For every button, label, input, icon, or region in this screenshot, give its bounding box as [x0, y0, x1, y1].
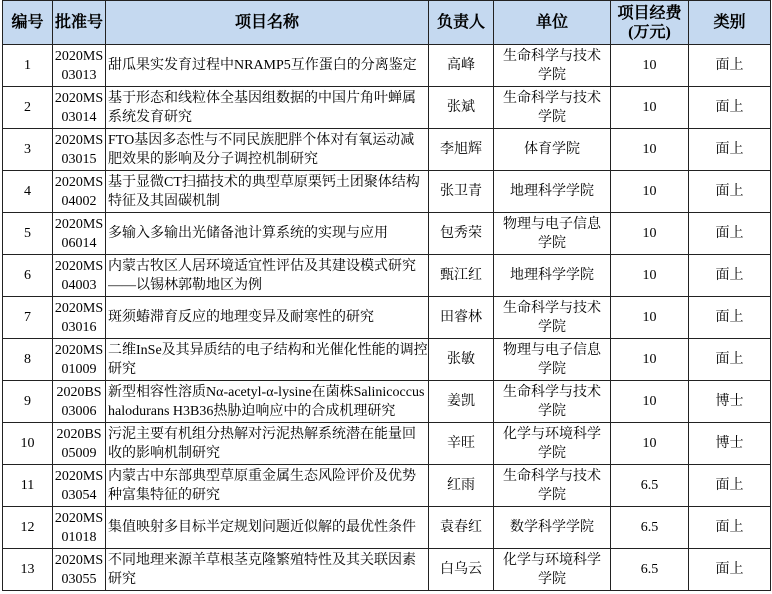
cell-project-title-text: 不同地理来源羊草根茎克隆繁殖特性及其关联因素研究: [108, 552, 416, 587]
cell-no-text: 5: [24, 226, 31, 241]
table-body: [3, 45, 771, 591]
cell-funding: [611, 87, 689, 129]
cell-funding: [611, 213, 689, 255]
cell-category-text: 面上: [715, 184, 744, 199]
cell-category-text: 面上: [715, 226, 744, 241]
cell-approval-number: [53, 213, 106, 255]
cell-project-title-text: 新型相容性溶质Nα-acetyl-α-lysine在菌株Salinicoccus halodurans H3B36热胁迫响应中的合成机理研究: [108, 384, 425, 419]
cell-leader: [429, 45, 494, 87]
cell-category-text: 面上: [715, 142, 744, 157]
cell-leader: [429, 339, 494, 381]
cell-no: [3, 213, 53, 255]
cell-unit-text: 地理科学学院: [510, 268, 594, 283]
cell-category: [689, 339, 771, 381]
cell-funding: [611, 423, 689, 465]
cell-category: [689, 507, 771, 549]
cell-approval-number: [53, 507, 106, 549]
cell-no: [3, 87, 53, 129]
cell-no: [3, 45, 53, 87]
cell-category-text: 面上: [715, 58, 744, 73]
cell-unit: [494, 171, 611, 213]
cell-unit-text: 化学与环境科学学院: [503, 552, 601, 587]
cell-unit-text: 地理科学学院: [510, 184, 594, 199]
cell-no: [3, 255, 53, 297]
cell-project-title: [106, 549, 429, 591]
cell-no: [3, 171, 53, 213]
cell-category: [689, 549, 771, 591]
cell-leader-text: 张敏: [447, 352, 475, 367]
table-row: [3, 213, 771, 255]
table-row: [3, 129, 771, 171]
cell-no: [3, 507, 53, 549]
cell-approval-number-text: 2020BS 05009: [56, 426, 102, 461]
cell-category: [689, 423, 771, 465]
cell-leader: [429, 549, 494, 591]
cell-approval-number-text: 2020MS 01009: [54, 342, 104, 377]
cell-no-text: 1: [24, 58, 31, 73]
cell-funding: [611, 507, 689, 549]
cell-leader: [429, 129, 494, 171]
cell-no-text: 2: [24, 100, 31, 115]
cell-leader-text: 袁春红: [440, 520, 482, 535]
cell-project-title: [106, 213, 429, 255]
cell-leader-text: 包秀荣: [440, 226, 482, 241]
cell-category-text: 面上: [715, 478, 744, 493]
cell-project-title-text: 斑须蝽滞育反应的地理变异及耐寒性的研究: [108, 310, 374, 325]
cell-approval-number: [53, 339, 106, 381]
cell-leader: [429, 297, 494, 339]
cell-project-title-text: 内蒙古中东部典型草原重金属生态风险评价及优势种富集特征的研究: [108, 468, 416, 503]
cell-project-title-text: 多输入多输出光储备池计算系统的实现与应用: [108, 226, 388, 241]
cell-unit: [494, 45, 611, 87]
cell-no: [3, 129, 53, 171]
cell-category-text: 面上: [715, 520, 744, 535]
table-row: [3, 339, 771, 381]
cell-funding-text: 10: [642, 352, 657, 367]
cell-project-title-text: 二维InSe及其异质结的电子结构和光催化性能的调控研究: [108, 342, 428, 377]
cell-unit: [494, 507, 611, 549]
cell-approval-number-text: 2020MS 03014: [54, 90, 104, 125]
cell-project-title: [106, 129, 429, 171]
table-row: [3, 255, 771, 297]
cell-unit: [494, 465, 611, 507]
header-approval-number: 批准号: [53, 1, 106, 45]
cell-category-text: 博士: [715, 394, 744, 409]
cell-unit-text: 物理与电子信息学院: [503, 216, 601, 251]
cell-funding: [611, 381, 689, 423]
cell-project-title: [106, 465, 429, 507]
cell-approval-number: [53, 171, 106, 213]
cell-funding-text: 10: [642, 436, 657, 451]
cell-unit-text: 化学与环境科学学院: [503, 426, 601, 461]
projects-table: [2, 0, 771, 591]
cell-leader: [429, 87, 494, 129]
cell-unit: [494, 339, 611, 381]
cell-no-text: 4: [24, 184, 31, 199]
cell-unit-text: 数学科学学院: [510, 520, 594, 535]
cell-category: [689, 297, 771, 339]
cell-no: [3, 465, 53, 507]
cell-approval-number-text: 2020MS 03016: [54, 300, 104, 335]
cell-no-text: 11: [20, 478, 35, 493]
cell-approval-number-text: 2020MS 03015: [54, 132, 104, 167]
cell-category-text: 面上: [715, 352, 744, 367]
cell-project-title: [106, 45, 429, 87]
cell-approval-number-text: 2020MS 03054: [54, 468, 104, 503]
cell-approval-number-text: 2020BS 03006: [56, 384, 102, 419]
cell-funding-text: 10: [642, 268, 657, 283]
cell-approval-number: [53, 45, 106, 87]
cell-unit: [494, 297, 611, 339]
cell-approval-number: [53, 381, 106, 423]
cell-no-text: 9: [24, 394, 31, 409]
table-row: [3, 87, 771, 129]
cell-project-title: [106, 507, 429, 549]
cell-funding-text: 10: [642, 310, 657, 325]
cell-leader-text: 白乌云: [440, 562, 482, 577]
cell-funding-text: 10: [642, 58, 657, 73]
table-row: [3, 465, 771, 507]
cell-project-title-text: 集值映射多目标半定规划问题近似解的最优性条件: [108, 520, 416, 535]
cell-leader: [429, 423, 494, 465]
cell-category: [689, 213, 771, 255]
cell-leader-text: 姜凯: [447, 394, 475, 409]
cell-project-title: [106, 381, 429, 423]
cell-unit-text: 生命科学与技术学院: [503, 48, 601, 83]
cell-no-text: 10: [20, 436, 35, 451]
cell-category: [689, 45, 771, 87]
cell-funding: [611, 297, 689, 339]
cell-unit: [494, 549, 611, 591]
header-leader: 负责人: [429, 1, 494, 45]
cell-approval-number-text: 2020MS 03055: [54, 552, 104, 587]
cell-unit-text: 物理与电子信息学院: [503, 342, 601, 377]
cell-approval-number: [53, 129, 106, 171]
cell-funding: [611, 129, 689, 171]
cell-project-title-text: 污泥主要有机组分热解对污泥热解系统潜在能量回收的影响机制研究: [108, 426, 416, 461]
cell-leader-text: 辛旺: [447, 436, 475, 451]
cell-approval-number: [53, 87, 106, 129]
cell-no: [3, 423, 53, 465]
cell-leader-text: 红雨: [447, 478, 475, 493]
cell-category-text: 面上: [715, 310, 744, 325]
cell-approval-number-text: 2020MS 06014: [54, 216, 104, 251]
cell-project-title: [106, 87, 429, 129]
cell-approval-number-text: 2020MS 04003: [54, 258, 104, 293]
cell-category: [689, 129, 771, 171]
table-row: [3, 171, 771, 213]
table-row: [3, 549, 771, 591]
cell-funding: [611, 171, 689, 213]
cell-no-text: 7: [24, 310, 31, 325]
cell-unit-text: 生命科学与技术学院: [503, 300, 601, 335]
cell-unit-text: 生命科学与技术学院: [503, 468, 601, 503]
cell-unit: [494, 381, 611, 423]
cell-leader: [429, 465, 494, 507]
cell-category-text: 面上: [715, 100, 744, 115]
cell-project-title-text: 内蒙古牧区人居环境适宜性评估及其建设模式研究——以锡林郭勒地区为例: [108, 258, 416, 293]
cell-funding-text: 10: [642, 394, 657, 409]
cell-funding: [611, 339, 689, 381]
cell-project-title-text: 基于显微CT扫描技术的典型草原栗钙土团聚体结构特征及其固碳机制: [108, 174, 420, 209]
cell-approval-number: [53, 465, 106, 507]
cell-category: [689, 87, 771, 129]
cell-leader: [429, 381, 494, 423]
table-row: [3, 507, 771, 549]
cell-leader-text: 张卫青: [440, 184, 482, 199]
cell-project-title-text: FTO基因多态性与不同民族肥胖个体对有氧运动减肥效果的影响及分子调控机制研究: [108, 132, 415, 167]
table-row: [3, 297, 771, 339]
cell-project-title-text: 甜瓜果实发育过程中NRAMP5互作蛋白的分离鉴定: [108, 58, 417, 73]
cell-funding: [611, 549, 689, 591]
cell-approval-number-text: 2020MS 03013: [54, 48, 104, 83]
table-row: [3, 423, 771, 465]
cell-funding-text: 10: [642, 142, 657, 157]
cell-project-title-text: 基于形态和线粒体全基因组数据的中国片角叶蝉属系统发育研究: [108, 90, 416, 125]
header-category: 类别: [689, 1, 771, 45]
cell-funding-text: 6.5: [640, 478, 659, 493]
cell-category: [689, 465, 771, 507]
cell-funding: [611, 45, 689, 87]
cell-no: [3, 339, 53, 381]
cell-unit: [494, 129, 611, 171]
cell-unit: [494, 423, 611, 465]
cell-no-text: 3: [24, 142, 31, 157]
cell-approval-number: [53, 549, 106, 591]
cell-unit: [494, 87, 611, 129]
cell-leader-text: 高峰: [447, 58, 475, 73]
cell-funding: [611, 255, 689, 297]
table-row: [3, 45, 771, 87]
cell-leader-text: 田睿林: [440, 310, 482, 325]
table-row: [3, 381, 771, 423]
cell-no-text: 8: [24, 352, 31, 367]
cell-funding-text: 6.5: [640, 520, 659, 535]
cell-no: [3, 549, 53, 591]
cell-funding-text: 10: [642, 184, 657, 199]
cell-approval-number: [53, 423, 106, 465]
cell-category-text: 面上: [715, 562, 744, 577]
cell-project-title: [106, 423, 429, 465]
cell-leader: [429, 171, 494, 213]
cell-leader: [429, 507, 494, 549]
cell-leader: [429, 255, 494, 297]
cell-unit: [494, 255, 611, 297]
cell-category: [689, 171, 771, 213]
cell-no: [3, 297, 53, 339]
cell-project-title: [106, 297, 429, 339]
cell-approval-number-text: 2020MS 04002: [54, 174, 104, 209]
header-row: [3, 1, 771, 45]
header-project-title: 项目名称: [106, 1, 429, 45]
cell-no-text: 13: [20, 562, 35, 577]
cell-unit: [494, 213, 611, 255]
header-no: 编号: [3, 1, 53, 45]
header-unit: 单位: [494, 1, 611, 45]
cell-category: [689, 381, 771, 423]
cell-project-title: [106, 171, 429, 213]
cell-no: [3, 381, 53, 423]
cell-unit-text: 体育学院: [524, 142, 580, 157]
cell-approval-number: [53, 255, 106, 297]
cell-unit-text: 生命科学与技术学院: [503, 90, 601, 125]
cell-no-text: 12: [20, 520, 35, 535]
cell-category-text: 博士: [715, 436, 744, 451]
header-funding: 项目经费 (万元): [611, 1, 689, 45]
cell-funding-text: 6.5: [640, 562, 659, 577]
cell-funding: [611, 465, 689, 507]
cell-approval-number: [53, 297, 106, 339]
cell-leader: [429, 213, 494, 255]
cell-category: [689, 255, 771, 297]
cell-funding-text: 10: [642, 100, 657, 115]
table-header: [3, 1, 771, 45]
cell-category-text: 面上: [715, 268, 744, 283]
cell-unit-text: 生命科学与技术学院: [503, 384, 601, 419]
cell-funding-text: 10: [642, 226, 657, 241]
cell-project-title: [106, 339, 429, 381]
cell-leader-text: 甄江红: [440, 268, 482, 283]
cell-project-title: [106, 255, 429, 297]
cell-no-text: 6: [24, 268, 31, 283]
cell-approval-number-text: 2020MS 01018: [54, 510, 104, 545]
cell-leader-text: 李旭辉: [440, 142, 482, 157]
cell-leader-text: 张斌: [447, 100, 475, 115]
